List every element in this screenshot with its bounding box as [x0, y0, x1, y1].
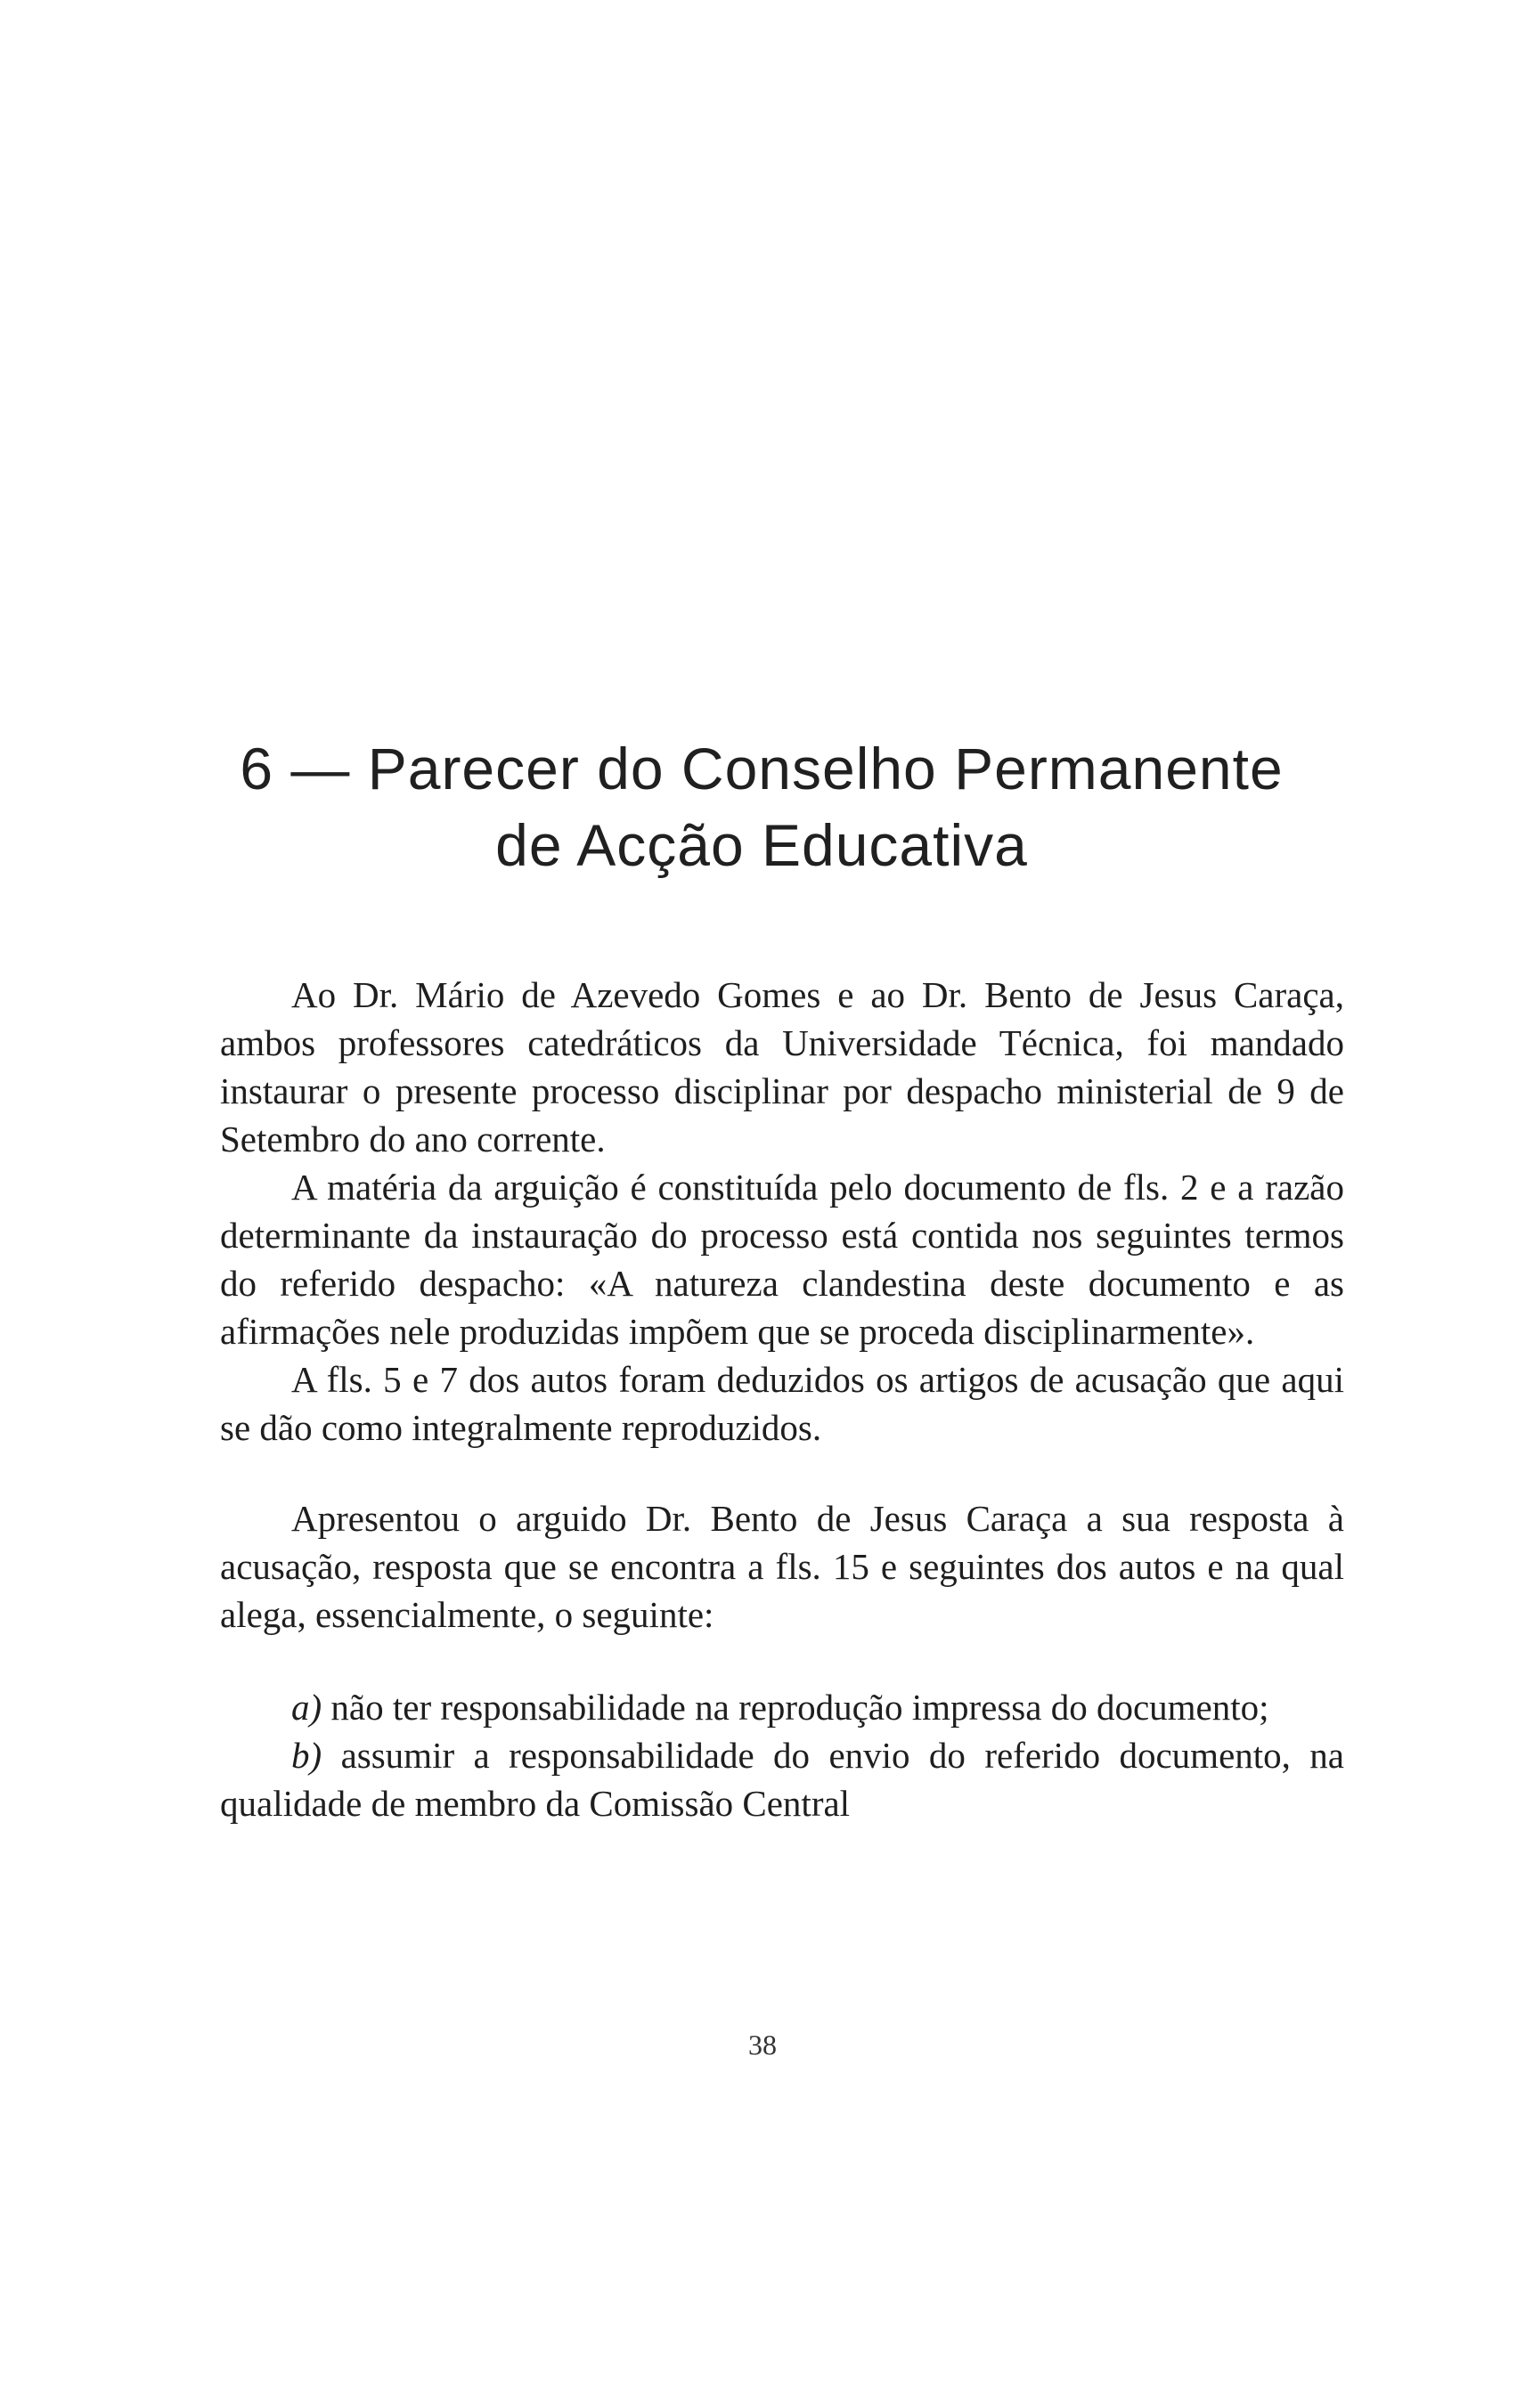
- body-text: [220, 971, 1344, 1827]
- paragraph-3: A fls. 5 e 7 dos autos foram deduzidos os artigos de acusação que aqui se dão como integralmente reproduzidos.: [220, 1359, 1344, 1448]
- list-item-text: assumir a responsabilidade do envio do referido documento, na qualidade de membro da Comissão Central: [220, 1735, 1345, 1824]
- heading-line-2: de Acção Educativa: [495, 812, 1028, 878]
- paragraph-1: Ao Dr. Mário de Azevedo Gomes e ao Dr. Bento de Jesus Caraça, ambos professores catedráticos da Universidade Técnica, foi mandado instaurar o presente processo disciplinar por despacho ministerial de 9 de Setembro do ano corrente.: [220, 974, 1344, 1159]
- heading-line-1: 6 — Parecer do Conselho Permanente: [240, 736, 1284, 801]
- page-number: 38: [748, 2029, 777, 2061]
- list-item-a: [220, 1683, 1344, 1731]
- list-item-letter: b): [291, 1735, 322, 1776]
- list-item-b: [220, 1731, 1344, 1827]
- list-item-letter: a): [291, 1687, 322, 1728]
- paragraph-2: A matéria da arguição é constituída pelo documento de fls. 2 e a razão determinante da instauração do processo está contida nos seguintes termos do referido despacho: «A natureza clandestina deste documento e as afirmações nele produzidas impõem que se proceda disciplinarmente».: [220, 1167, 1344, 1352]
- section-heading: [178, 730, 1345, 883]
- paragraph-4: Apresentou o arguido Dr. Bento de Jesus Caraça a sua resposta à acusação, resposta que se encontra a fls. 15 e seguintes dos autos e na qual alega, essencialmente, o seguinte:: [220, 1498, 1344, 1635]
- list-item-text: não ter responsabilidade na reprodução impressa do documento;: [330, 1687, 1269, 1728]
